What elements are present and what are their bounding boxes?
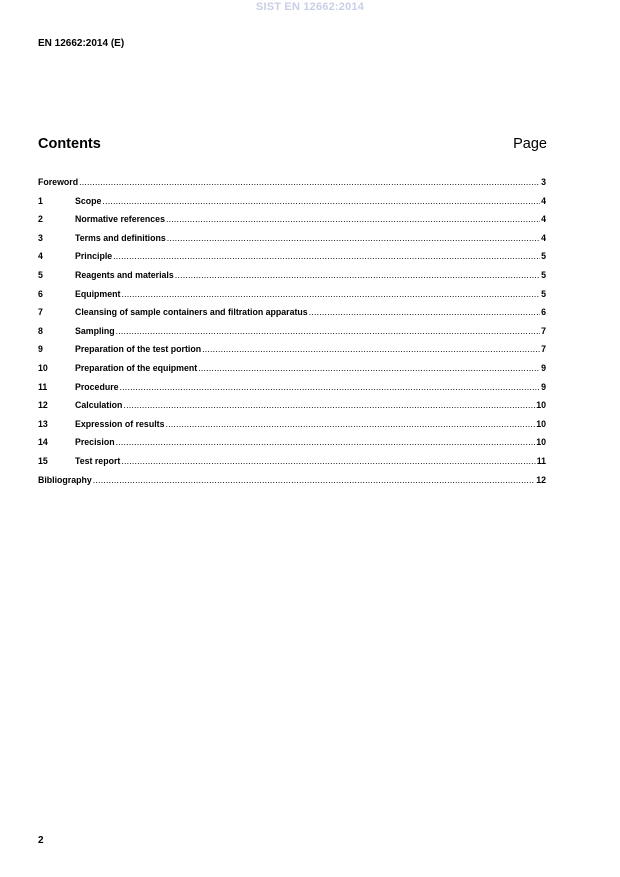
toc-entry[interactable] xyxy=(38,307,546,326)
toc-entry[interactable] xyxy=(38,363,546,382)
toc-leader-dots xyxy=(165,419,535,429)
toc-entry-title: Calculation xyxy=(75,400,123,411)
toc-entry-title: Scope xyxy=(75,195,102,206)
toc-leader-dots xyxy=(166,214,540,224)
toc-entry-title: Cleansing of sample containers and filtration apparatus xyxy=(75,307,308,318)
toc-entry-page: 5 xyxy=(541,288,546,299)
toc-entry-number: 5 xyxy=(38,269,43,280)
toc-entry-title: Reagents and materials xyxy=(75,269,174,280)
toc-leader-dots xyxy=(116,326,541,336)
toc-entry-number: 11 xyxy=(38,381,48,392)
toc-entry-page: 9 xyxy=(541,362,546,373)
toc-entry-page: 5 xyxy=(541,269,546,280)
toc-entry[interactable] xyxy=(38,475,546,494)
toc-entry[interactable] xyxy=(38,233,546,252)
toc-entry[interactable] xyxy=(38,326,546,345)
toc-entry-number: 9 xyxy=(38,344,43,355)
toc-entry-page: 4 xyxy=(541,195,546,206)
document-id: EN 12662:2014 (E) xyxy=(38,38,125,49)
toc-entry-page: 11 xyxy=(536,455,546,466)
toc-leader-dots xyxy=(309,307,540,317)
toc-leader-dots xyxy=(120,382,541,392)
toc-leader-dots xyxy=(123,400,535,410)
toc-entry-number: 15 xyxy=(38,455,48,466)
toc-entry-number: 14 xyxy=(38,437,48,448)
toc-entry-title: Precision xyxy=(75,437,115,448)
watermark-text: SIST EN 12662:2014 xyxy=(255,1,365,13)
toc-entry-number: 12 xyxy=(38,400,48,411)
toc-leader-dots xyxy=(121,456,535,466)
toc-entry-title: Preparation of the test portion xyxy=(75,344,202,355)
toc-entry-page: 6 xyxy=(541,307,546,318)
toc-entry-number: 4 xyxy=(38,251,43,262)
page-column-label: Page xyxy=(513,136,547,152)
toc-leader-dots xyxy=(198,363,540,373)
toc-entry-number: 13 xyxy=(38,418,48,429)
toc-entry-title: Preparation of the equipment xyxy=(75,362,198,373)
toc-entry-title: Expression of results xyxy=(75,418,165,429)
toc-leader-dots xyxy=(175,270,540,280)
toc-entry-title: Foreword xyxy=(38,177,79,187)
toc-entry-number: 10 xyxy=(38,362,48,373)
toc-entry-page: 4 xyxy=(541,232,546,243)
toc-entry[interactable] xyxy=(38,344,546,363)
toc-entry-page: 12 xyxy=(536,474,546,485)
toc-entry-title: Principle xyxy=(75,251,113,262)
toc-entry-page: 4 xyxy=(541,214,546,225)
toc-entry-title: Terms and definitions xyxy=(75,232,166,243)
toc-entry[interactable] xyxy=(38,289,546,308)
toc-entry-title: Equipment xyxy=(75,288,121,299)
toc-entry-page: 10 xyxy=(536,418,546,429)
toc-entry[interactable] xyxy=(38,400,546,419)
toc-entry-number: 6 xyxy=(38,288,43,299)
toc-entry[interactable] xyxy=(38,382,546,401)
toc-leader-dots xyxy=(113,251,540,261)
toc-leader-dots xyxy=(102,196,540,206)
toc-entry[interactable] xyxy=(38,177,546,196)
contents-heading: Contents xyxy=(38,136,101,152)
toc-entry[interactable] xyxy=(38,456,546,475)
toc-entry-number: 8 xyxy=(38,325,43,336)
toc-entry[interactable] xyxy=(38,419,546,438)
toc-entry-page: 10 xyxy=(536,400,546,411)
toc-entry-title: Test report xyxy=(75,455,121,466)
toc-entry-title: Sampling xyxy=(75,325,115,336)
toc-entry-title: Normative references xyxy=(75,214,165,225)
toc-entry-title: Bibliography xyxy=(38,474,92,485)
toc-leader-dots xyxy=(167,233,540,243)
toc-entry-number: 7 xyxy=(38,307,43,318)
toc-entry-page: 10 xyxy=(536,437,546,448)
toc-entry[interactable] xyxy=(38,196,546,215)
toc-leader-dots xyxy=(116,437,536,447)
table-of-contents xyxy=(38,177,546,493)
toc-entry-page: 5 xyxy=(541,251,546,262)
toc-entry-page: 9 xyxy=(541,381,546,392)
toc-entry[interactable] xyxy=(38,251,546,270)
toc-entry-title: Procedure xyxy=(75,381,119,392)
toc-entry-number: 2 xyxy=(38,214,43,225)
toc-entry-page: 7 xyxy=(541,344,546,355)
toc-leader-dots xyxy=(93,475,535,485)
toc-leader-dots xyxy=(121,289,540,299)
toc-entry[interactable] xyxy=(38,214,546,233)
toc-entry-number: 1 xyxy=(38,195,43,206)
page-number: 2 xyxy=(38,835,44,846)
toc-entry-page: 3 xyxy=(541,177,546,187)
toc-entry-page: 7 xyxy=(541,325,546,336)
toc-entry[interactable] xyxy=(38,270,546,289)
toc-entry[interactable] xyxy=(38,437,546,456)
toc-leader-dots xyxy=(202,344,540,354)
toc-leader-dots xyxy=(79,177,540,187)
toc-entry-number: 3 xyxy=(38,232,43,243)
